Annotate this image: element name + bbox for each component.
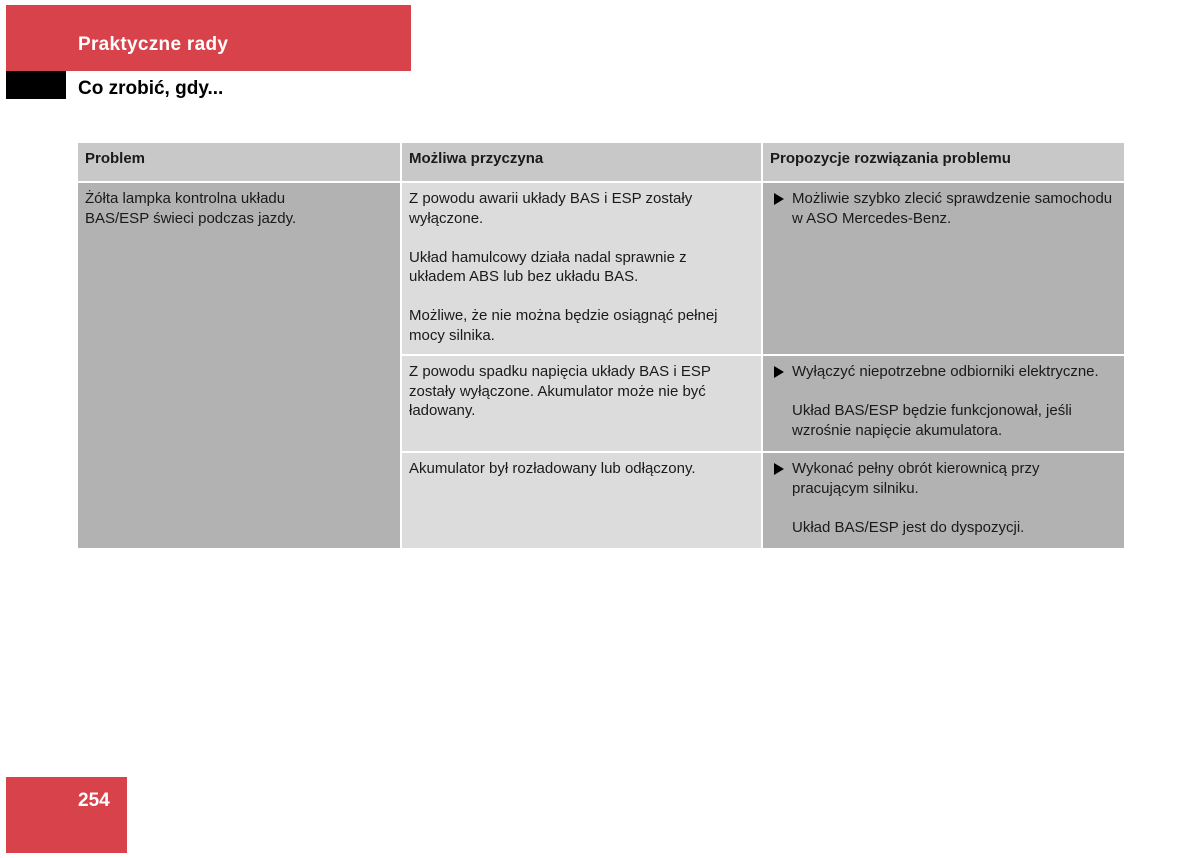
cause-text: Z powodu awarii układy BAS i ESP zostały wyłączone. [409,190,693,227]
cause-cell [401,355,762,452]
solution-cell [762,182,1125,355]
solution-step [770,189,1116,228]
page-subtitle: Co zrobić, gdy... [78,78,224,99]
solution-cell [762,355,1125,452]
cause-cell [401,182,762,355]
page-number: 254 [78,790,110,811]
subsection-marker [6,71,66,99]
cause-text: Układ hamulcowy działa nadal sprawnie z układem ABS lub bez układu BAS. [409,248,687,285]
solution-step [770,459,1116,498]
column-header-solution: Propozycje rozwiązania problemu [762,142,1125,182]
solution-note: Układ BAS/ESP będzie funkcjonował, jeśli wzrośnie napięcie akumulatora. [792,402,1072,439]
column-header-problem: Problem [77,142,401,182]
page-number-tab [6,777,127,853]
solution-step-text: Możliwie szybko zlecić sprawdzenie samochodu w ASO Mercedes-Benz. [792,190,1113,227]
table-header-row [77,142,1125,182]
cause-text: Akumulator był rozładowany lub odłączony. [409,460,696,477]
table-row [77,182,1125,355]
cause-cell [401,452,762,549]
solution-step-text: Wyłączyć niepotrzebne odbiorniki elektryczne. [792,363,1099,380]
solution-note: Układ BAS/ESP jest do dyspozycji. [792,518,1025,536]
arrow-bullet-icon [774,366,784,378]
cause-text: Możliwe, że nie można będzie osiągnąć pełnej mocy silnika. [409,307,718,344]
solution-cell [762,452,1125,549]
troubleshooting-table [76,141,1126,550]
solution-step-text: Wykonać pełny obrót kierownicą przy pracującym silniku. [792,460,1040,497]
cause-text: Z powodu spadku napięcia układy BAS i ESP zostały wyłączone. Akumulator może nie być ładowany. [409,363,711,419]
column-header-cause: Możliwa przyczyna [401,142,762,182]
problem-cell [77,182,401,549]
arrow-bullet-icon [774,193,784,205]
problem-text: Żółta lampka kontrolna układu BAS/ESP świeci podczas jazdy. [85,190,297,227]
section-title: Praktyczne rady [78,34,229,55]
arrow-bullet-icon [774,463,784,475]
solution-step [770,362,1116,382]
